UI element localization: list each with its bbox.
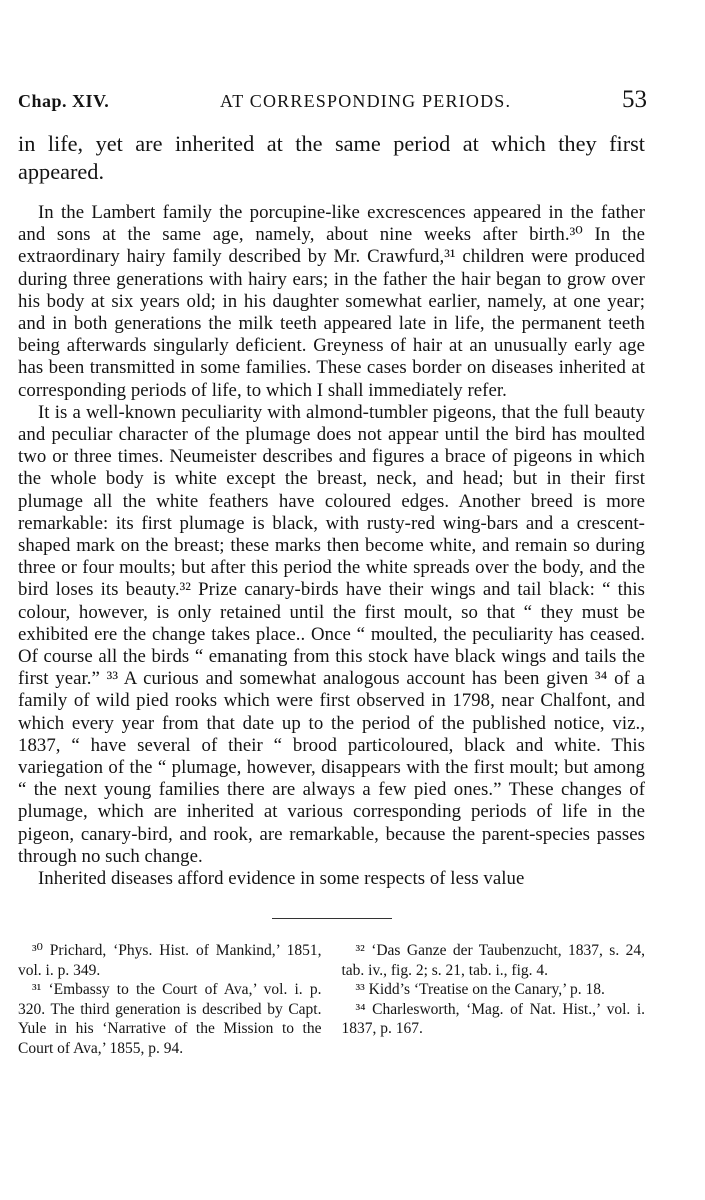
footnote: ³² ‘Das Ganze der Taubenzucht, 1837, s. 24, tab. iv., fig. 2; s. 21, tab. i., fig. 4. (341, 942, 645, 979)
running-title: AT CORRESPONDING PERIODS. (219, 91, 512, 111)
paragraph: In the Lambert family the porcupine-like excrescences appeared in the father and sons at the same age, namely, about nine weeks after birth.³⁰ In the extraordinary hairy family described by Mr. Crawfurd,³¹ children were produced during three generations with hairy ears; in the father the hair began to grow over his body at six years old; in his daughter somewhat earlier, namely, at one year; and in both generations the milk teeth appeared late in life, the permanent teeth being afterwards singularly deficient. Greyness of hair at an unusually early age has been transmitted in some families. These cases border on diseases inherited at corresponding periods of life, to which I shall immediately refer. (18, 202, 645, 401)
lead-text: in life, yet are inherited at the same period at which they first appeared. (18, 131, 645, 184)
footnote: ³¹ ‘Embassy to the Court of Ava,’ vol. i. p. 320. The third generation is described by Capt. Yule in his ‘Narrative of the Mission to the Court of Ava,’ 1855, p. 94. (18, 981, 322, 1057)
running-header (18, 86, 645, 116)
footnotes-right-column (342, 941, 646, 1058)
footnote: ³³ Kidd’s ‘Treatise on the Canary,’ p. 18. (355, 981, 605, 999)
page-number: 53 (621, 86, 647, 113)
paragraph: Inherited diseases afford evidence in some respects of less value (38, 868, 525, 890)
chapter-label: Chap. XIV. (18, 91, 110, 111)
body-text (18, 202, 645, 890)
footnotes (18, 941, 645, 1058)
footnote: ³⁴ Charlesworth, ‘Mag. of Nat. Hist.,’ vol. i. 1837, p. 167. (341, 1000, 645, 1038)
paragraph: It is a well-known peculiarity with almond-tumbler pigeons, that the full beauty and peculiar character of the plumage does not appear until the bird has moulted two or three times. Neumeister describes and figures a brace of pigeons in which the whole body is white except the breast, neck, and head; but in their first plumage all the white feathers have coloured edges. Another breed is more remarkable: its first plumage is black, with rusty-red wing-bars and a crescent-shaped mark on the breast; these marks then become white, and remain so during three or four moults; but after this period the white spreads over the body, and the bird loses its beauty.³² Prize canary-birds have their wings and tail black: “ this colour, however, is only retained until the first moult, so that “ they must be exhibited ere the change takes place.. Once “ moulted, the peculiarity has ceased. Of course all the birds “ emanating from this stock have black wings and tails the first year.” ³³ A curious and somewhat analogous account has been given ³⁴ of a family of wild pied rooks which were first observed in 1798, near Chalfont, and which every year from that date up to the period of the published notice, viz., 1837, “ have several of their “ brood particoloured, black and white. This variegation of the “ plumage, however, disappears with the first moult; but among “ the next young families there are always a few pied ones.” These changes of plumage, which are inherited at various corresponding periods of life in the pigeon, canary-bird, and rook, are remarkable, because the parent-species passes through no such change. (18, 401, 645, 867)
footnote-divider (272, 918, 392, 919)
footnotes-left-column (18, 941, 322, 1058)
footnote: ³⁰ Prichard, ‘Phys. Hist. of Mankind,’ 1851, vol. i. p. 349. (18, 942, 322, 979)
